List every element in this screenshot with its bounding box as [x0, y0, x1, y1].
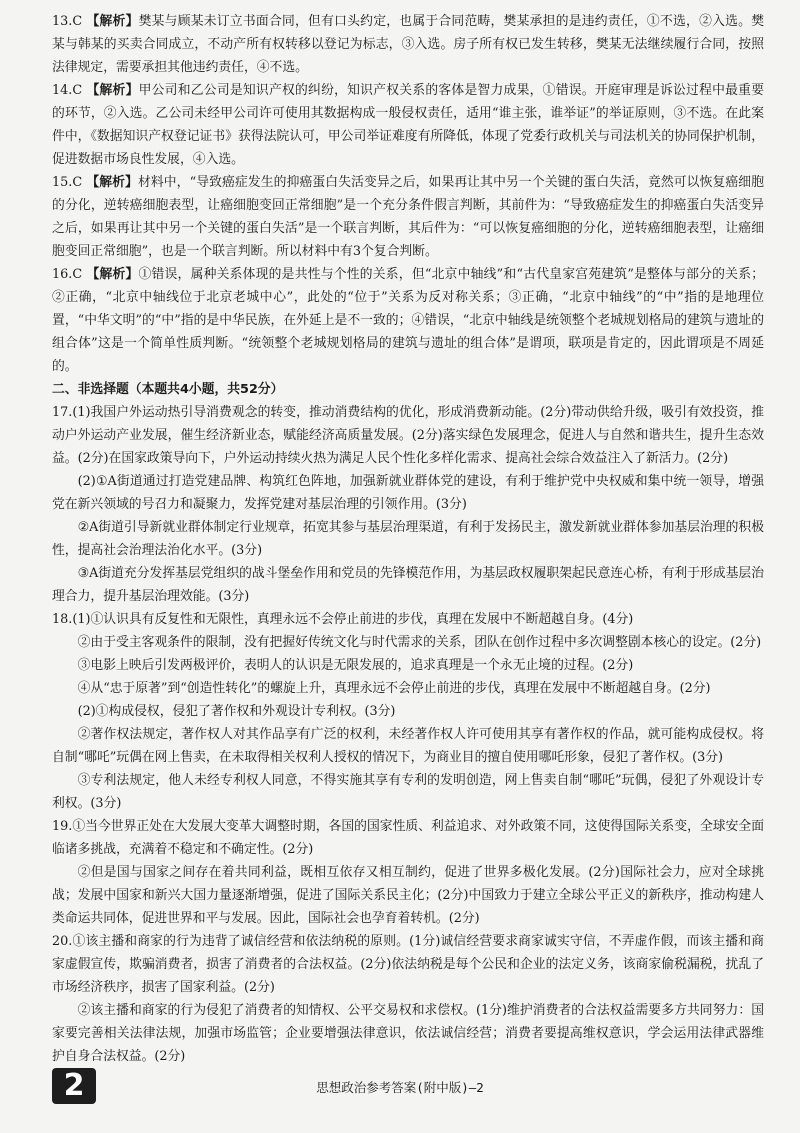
answer-paragraph: 17.(1)我国户外运动热引导消费观念的转变，推动消费结构的优化，形成消费新动能。(2分)带动供给升级，吸引有效投资，推动户外运动产业发展，催生经济新业态，赋能经济高质量发展。(2分)落实绿色发展理念，促进人与自然和谐共生，提升生态效益。(2分)在国家政策导向下，户外运动持续火热为满足人民个性化多样化需求、提高社会综合效益注入了新活力。(2分) [52, 405, 764, 466]
answer-paragraph: ②该主播和商家的行为侵犯了消费者的知情权、公平交易权和求偿权。(1分)维护消费者的合法权益需要多方共同努力：国家要完善相关法律法规，加强市场监管；企业要增强法律意识，依法诚信经营；消费者要提高维权意识，学会运用法律武器维护自身合法权益。(2分) [52, 1003, 764, 1064]
non-choice-answers [52, 401, 764, 1068]
mc-explanation [52, 171, 764, 263]
mc-explanation [52, 79, 764, 171]
section-heading-non-choice: 二、非选择题（本题共4小题，共52分） [52, 382, 284, 397]
answer-paragraph: (2)①A街道通过打造党建品牌、构筑红色阵地，加强新就业群体党的建设，有利于维护党中央权威和集中统一领导，增强党在新兴领域的号召力和凝聚力，发挥党建对基层治理的引领作用。(3分) [52, 474, 764, 512]
question-number: 13.C [52, 14, 83, 29]
answer-paragraph: 19.①当今世界正处在大发展大变革大调整时期，各国的国家性质、利益追求、对外政策不同，这使得国际关系变，全球安全面临诸多挑战，充满着不稳定和不确定性。(2分) [52, 819, 764, 857]
answer-paragraph: 20.①该主播和商家的行为违背了诚信经营和依法纳税的原则。(1分)诚信经营要求商家诚实守信，不弄虚作假，而该主播和商家虚假宣传，欺骗消费者，损害了消费者的合法权益。(2分)依法纳税是每个公民和企业的法定义务，该商家偷税漏税，扰乱了市场经济秩序，损害了国家利益。(2分) [52, 934, 764, 995]
page-number-badge: 2 [52, 1068, 96, 1104]
answer-paragraph: ④从“忠于原著”到“创造性转化”的螺旋上升，真理永远不会停止前进的步伐，真理在发展中不断超越自身。(2分) [77, 681, 711, 696]
answer-content [52, 10, 764, 1068]
answer-paragraph: ②著作权法规定，著作权人对其作品享有广泛的权利，未经著作权人许可使用其享有著作权的作品，就可能构成侵权。将自制“哪吒”玩偶在网上售卖，在未取得相关权利人授权的情况下，为商业目的擅自使用哪吒形象，侵犯了著作权。(3分) [52, 727, 764, 765]
answer-paragraph: ②由于受主客观条件的限制，没有把握好传统文化与时代需求的关系，团队在创作过程中多次调整剧本核心的设定。(2分) [77, 635, 762, 650]
explanation-text: 材料中，“导致癌症发生的抑癌蛋白失活变异之后，如果再让其中另一个关键的蛋白失活，竟然可以恢复癌细胞的分化，逆转癌细胞表型，让癌细胞变回正常细胞”是一个充分条件假言判断，其前件为：“导致癌症发生的抑癌蛋白失活变异之后，如果再让其中另一个关键的蛋白失活”是一个联言判断，其后件为：“可以恢复癌细胞的分化，逆转癌细胞表型，让癌细胞变回正常细胞”，也是一个联言判断。所以材料中有3个复合判断。 [52, 175, 764, 259]
question-number: 16.C [52, 267, 83, 282]
answer-paragraph: ③电影上映后引发两极评价，表明人的认识是无限发展的，追求真理是一个永无止境的过程。(2分) [77, 658, 634, 673]
answer-paragraph: ②A街道引导新就业群体制定行业规章，拓宽其参与基层治理渠道，有利于发扬民主，激发新就业群体参加基层治理的积极性，提高社会治理法治化水平。(3分) [52, 520, 764, 558]
explanation-text: 樊某与顾某未订立书面合同，但有口头约定，也属于合同范畴，樊某承担的是违约责任，①不选，②入选。樊某与韩某的买卖合同成立，不动产所有权转移以登记为标志，③入选。房子所有权已发生转移，樊某无法继续履行合同，按照法律规定，需要承担其他违约责任，④不选。 [52, 14, 765, 75]
question-number: 15.C [52, 175, 83, 190]
analysis-label: 【解析】 [86, 14, 139, 29]
mc-explanation [52, 263, 764, 378]
explanation-text: 甲公司和乙公司是知识产权的纠纷，知识产权关系的客体是智力成果，①错误。开庭审理是诉讼过程中最重要的环节，②入选。乙公司未经甲公司许可使用其数据构成一般侵权责任，适用“谁主张，谁举证”的举证原则，③不选。在此案件中，《数据知识产权登记证书》获得法院认可，甲公司举证难度有所降低，体现了党委行政机关与司法机关的协同保护机制，促进数据市场良性发展，④入选。 [52, 83, 765, 167]
answer-paragraph: (2)①构成侵权，侵犯了著作权和外观设计专利权。(3分) [77, 704, 396, 719]
analysis-label: 【解析】 [86, 267, 139, 282]
footer-title: 思想政治参考答案(附中版)—2 [316, 1080, 484, 1095]
question-number: 14.C [52, 83, 83, 98]
multiple-choice-explanations [52, 10, 764, 378]
analysis-label: 【解析】 [86, 83, 139, 98]
mc-explanation [52, 10, 764, 79]
answer-paragraph: 18.(1)①认识具有反复性和无限性，真理永远不会停止前进的步伐，真理在发展中不断超越自身。(4分) [52, 612, 634, 627]
explanation-text: ①错误，属种关系体现的是共性与个性的关系，但“北京中轴线”和“古代皇家宫苑建筑”是整体与部分的关系；②正确，“北京中轴线位于北京老城中心”，此处的“位于”关系为反对称关系；③正确，“北京中轴线”的“中”指的是地理位置，“中华文明”的“中”指的是中华民族，在外延上是不一致的；④错误，“北京中轴线是统领整个老城规划格局的建筑与遗址的组合体”这是一个简单性质判断。“统领整个老城规划格局的建筑与遗址的组合体”是谓项，联项是肯定的，因此谓项是不周延的。 [52, 267, 765, 374]
answer-paragraph: ②但是国与国家之间存在着共同利益，既相互依存又相互制约，促进了世界多极化发展。(2分)国际社会力，应对全球挑战；发展中国家和新兴大国力量逐渐增强，促进了国际关系民主化；(2分)中国致力于建立全球公平正义的新秩序，推动构建人类命运共同体，促进世界和平与发展。因此，国际社会也孕育着转机。(2分) [52, 865, 764, 926]
answer-paragraph: ③A街道充分发挥基层党组织的战斗堡垒作用和党员的先锋模范作用，为基层政权履职架起民意连心桥，有利于形成基层治理合力，提升基层治理效能。(3分) [52, 566, 764, 604]
answer-paragraph: ③专利法规定，他人未经专利权人同意，不得实施其享有专利的发明创造，网上售卖自制“哪吒”玩偶，侵犯了外观设计专利权。(3分) [52, 773, 764, 811]
analysis-label: 【解析】 [86, 175, 138, 190]
